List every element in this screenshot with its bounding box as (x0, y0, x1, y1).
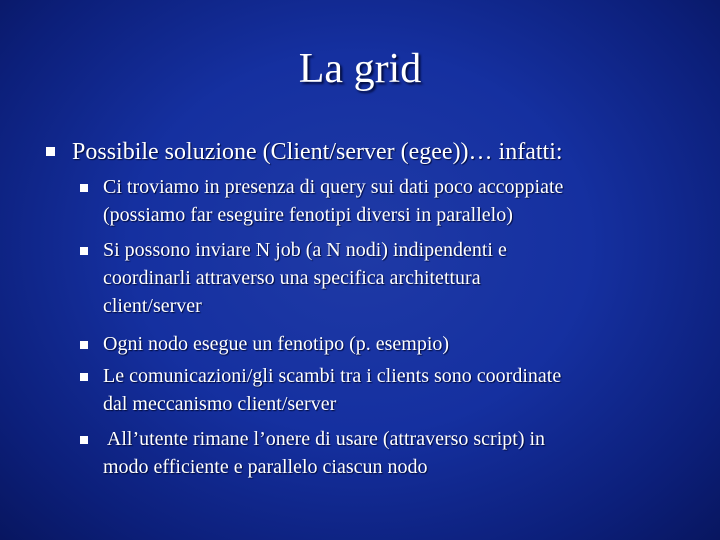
sub-bullet-2-line-2: coordinarli attraverso una specifica architettura (103, 267, 481, 289)
square-bullet-icon (80, 436, 88, 444)
sub-bullet-1 (103, 173, 693, 229)
square-bullet-icon (80, 247, 88, 255)
sub-bullet-2-line-3: client/server (103, 295, 202, 317)
slide-title: La grid (298, 46, 422, 92)
sub-bullet-1-line-2: (possiamo far eseguire fenotipi diversi in parallelo) (103, 204, 513, 226)
square-bullet-icon (80, 184, 88, 192)
sub-bullet-2 (103, 236, 693, 320)
sub-bullet-3 (103, 330, 693, 358)
main-bullet-text: Possibile soluzione (Client/server (egee))… infatti: (72, 139, 563, 165)
sub-bullet-1-line-1: Ci troviamo in presenza di query sui dati poco accoppiate (103, 176, 564, 198)
square-bullet-icon (46, 147, 55, 156)
sub-bullet-2-line-1: Si possono inviare N job (a N nodi) indipendenti e (103, 239, 507, 261)
sub-bullet-5-line-2: modo efficiente e parallelo ciascun nodo (103, 456, 428, 478)
sub-bullet-5 (103, 425, 693, 481)
sub-bullet-3-line-1: Ogni nodo esegue un fenotipo (p. esempio) (103, 333, 450, 355)
square-bullet-icon (80, 373, 88, 381)
sub-bullet-4-line-1: Le comunicazioni/gli scambi tra i clients sono coordinate (103, 365, 562, 387)
square-bullet-icon (80, 341, 88, 349)
sub-bullet-4 (103, 362, 693, 418)
sub-bullet-5-line-1: All’utente rimane l’onere di usare (attraverso script) in (103, 428, 546, 450)
sub-bullet-4-line-2: dal meccanismo client/server (103, 393, 337, 415)
